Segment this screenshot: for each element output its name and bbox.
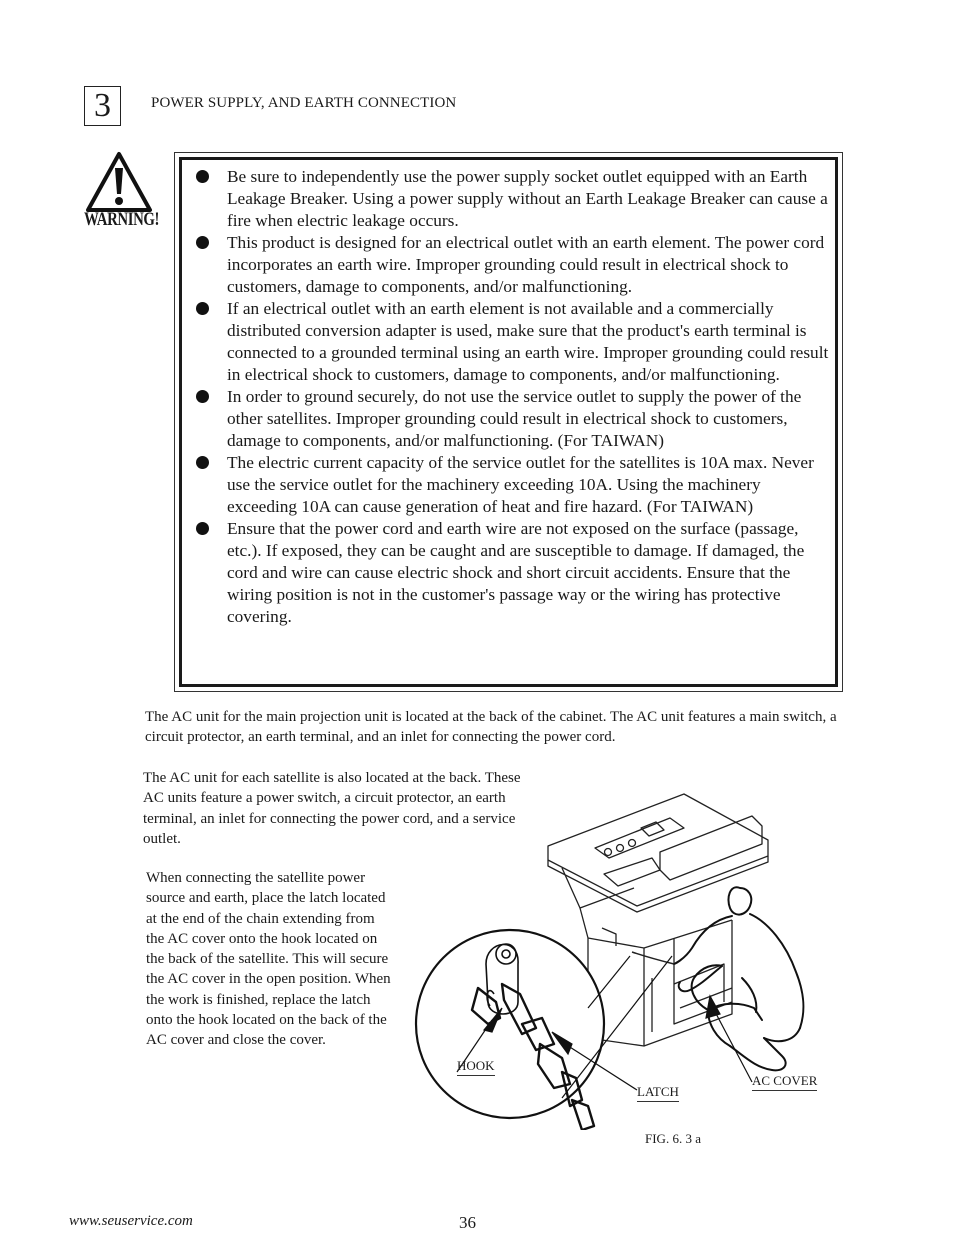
ac-cover-label: AC COVER: [752, 1073, 817, 1091]
section-title: POWER SUPPLY, AND EARTH CONNECTION: [151, 95, 457, 111]
page-number: 36: [459, 1213, 476, 1232]
section-number-box: 3: [84, 86, 121, 126]
figure-caption: FIG. 6. 3 a: [645, 1131, 701, 1146]
warning-item: If an electrical outlet with an earth element is not available and a commercially distributed conversion adapter is used, make sure that the product's earth terminal is connected to a grounded terminal using an earth wire. Improper grounding could result in electrical shock to customers, damage to components, and/or malfunctioning.: [190, 298, 830, 386]
warning-item: Be sure to independently use the power supply socket outlet equipped with an Earth Leakage Breaker. Using a power supply without an Earth Leakage Breaker can cause a fire when electric leakage occurs.: [190, 166, 830, 232]
warning-item: In order to ground securely, do not use the service outlet to supply the power of the other satellites. Improper grounding could result in electrical shock to customers, damage to components, and/or malfunctioning. (For TAIWAN): [190, 386, 830, 452]
warning-item: The electric current capacity of the service outlet for the satellites is 10A max. Never use the service outlet for the machinery exceeding 10A. Using the machinery exceeding 10A can cause generation of heat and fire hazard. (For TAIWAN): [190, 452, 830, 518]
warning-list: [190, 166, 830, 628]
latch-label: LATCH: [637, 1084, 679, 1102]
warning-item: This product is designed for an electrical outlet with an earth element. The power cord incorporates an earth wire. Improper grounding could result in electrical shock to customers, damage to components, and/or malfunctioning.: [190, 232, 830, 298]
warning-label: WARNING!: [84, 209, 160, 230]
connecting-instructions-paragraph: When connecting the satellite power source and earth, place the latch located at the end of the chain extending from the AC cover onto the hook located on the back of the satellite. This will secure the AC cover in the open position. When the work is finished, replace the latch onto the hook located on the back of the AC cover and close the cover.: [146, 870, 391, 1049]
warning-item: Ensure that the power cord and earth wire are not exposed on the surface (passage, etc.). If exposed, they can be caught and are susceptible to damage. If damaged, the cord and wire can cause electric shock and short circuit accidents. Ensure that the wiring position is not in the customer's passage way or the wiring has protective covering.: [190, 518, 830, 628]
hook-label: HOOK: [457, 1058, 495, 1076]
ac-unit-main-paragraph: The AC unit for the main projection unit is located at the back of the cabinet. The AC unit features a main switch, a circuit protector, an earth terminal, and an inlet for connecting the power cord.: [145, 709, 837, 745]
footer-website: www.seuservice.com: [69, 1213, 193, 1229]
ac-unit-satellite-paragraph: The AC unit for each satellite is also located at the back. These AC units feature a power switch, a circuit protector, an earth terminal, an inlet for connecting the power cord, and a service outlet.: [143, 770, 521, 847]
